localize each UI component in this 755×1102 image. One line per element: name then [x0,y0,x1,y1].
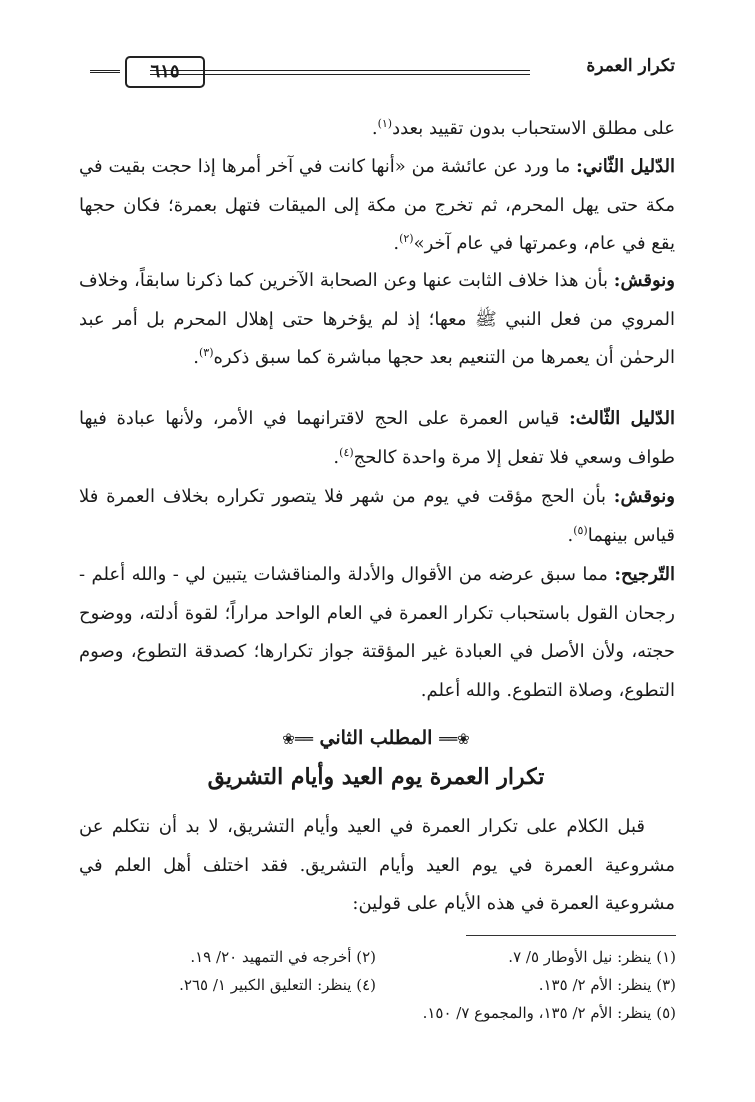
footnote-row [80,1000,676,1026]
paragraph-tail: . [567,524,574,546]
paragraph-label: ونوقش: [613,486,675,507]
paragraph-label: الدّليل الثّاني: [576,156,676,177]
page-number: ٦١٥ [125,56,205,88]
header-ornament [90,70,120,73]
footnote-ref: (١) [377,117,393,130]
paragraph-tail: . [193,347,199,368]
header-rule [150,74,530,75]
footnote-rule [466,935,676,936]
ornament-right: ❀══ [439,730,470,748]
paragraph-text: على مطلق الاستحباب بدون تقييد بعدد [392,118,675,139]
footnote-row [80,972,676,998]
footnote: (٢) أخرجه في التمهيد ٢٠/ ١٩. [190,948,376,966]
paragraph-label: ونوقش: [613,270,675,291]
paragraph-label: التّرجيح: [614,564,675,585]
paragraph-4 [79,400,675,477]
paragraph-tail: . [371,118,378,139]
footnote: (٤) ينظر: التعليق الكبير ١/ ٢٦٥. [179,976,376,994]
intro-paragraph: قبل الكلام على تكرار العمرة في العيد وأيام التشريق، لا بد أن نتكلم عن مشروعية العمرة في يوم العيد وأيام التشريق. فقد اختلف أهل العلم في مشروعية العمرة في هذه الأيام على قولين: [79,816,675,914]
paragraph-6 [79,556,675,710]
header-rule [150,70,530,71]
paragraph-text: ما ورد عن عائشة من «أنها كانت في آخر أمرها إذا حجت بقيت في مكة حتى يهل المحرم، ثم تخرج من مكة إلى الميقات فتهل بعمرة؛ فكان حجها يقع في عام، وعمرتها في عام آخر» [79,156,675,254]
footnote: (٣) ينظر: الأم ٢/ ١٣٥. [538,976,676,994]
running-title: تكرار العمرة [586,56,675,76]
paragraph-text: بأن الحج مؤقت في يوم من شهر فلا يتصور تكراره بخلاف العمرة فلا قياس بينهما [79,486,675,546]
footnote-ref: (٣) [198,346,214,359]
section-heading [78,727,674,749]
section-heading-text: المطلب الثاني [319,727,433,749]
footnote-ref: (٤) [339,445,354,459]
paragraph-label: الدّليل الثّالث: [569,408,675,429]
paragraph-1 [79,110,675,149]
paragraph-3 [79,262,675,378]
footnote-ref: (٢) [399,232,414,245]
paragraph-text: قياس العمرة على الحج لاقترانهما في الأمر، ولأنها عبادة فيها طواف وسعي فلا تفعل إلا مرة واحدة كالحج [79,408,675,468]
footnote: (١) ينظر: نيل الأوطار ٥/ ٧. [508,948,676,966]
paragraph-text: مما سبق عرضه من الأقوال والأدلة والمناقشات يتبين لي - والله أعلم - رجحان القول باستحباب تكرار العمرة في العام الواحد مراراً؛ لقوة أدلته، ووضوح حجته، ولأن الأصل في العبادة غير المؤقتة جواز تكرارها؛ كصدقة التطوع، وصوم التطوع، وصلاة التطوع. والله أعلم. [79,564,675,701]
paragraph-2 [79,148,675,264]
page-header [80,46,680,90]
footnote-row [80,944,676,970]
paragraph-5 [79,478,675,555]
footnote-ref: (٥) [573,523,588,537]
ornament-left: ══❀ [282,730,313,748]
footnote: (٥) ينظر: الأم ٢/ ١٣٥، والمجموع ٧/ ١٥٠. [422,1004,676,1022]
paragraph-text: بأن هذا خلاف الثابت عنها وعن الصحابة الآخرين كما ذكرنا سابقاً، وخلاف المروي من فعل النبي ﷺ معها؛ إذ لم يؤخرها حتى إهلال المحرم بل أمر عبد الرحمٰن أن يعمرها من التنعيم بعد حجها مباشرة كما سبق ذكره [79,270,676,368]
paragraph-tail: . [393,233,400,254]
chapter-title: تكرار العمرة يوم العيد وأيام التشريق [207,764,545,790]
paragraph-tail: . [333,446,340,468]
